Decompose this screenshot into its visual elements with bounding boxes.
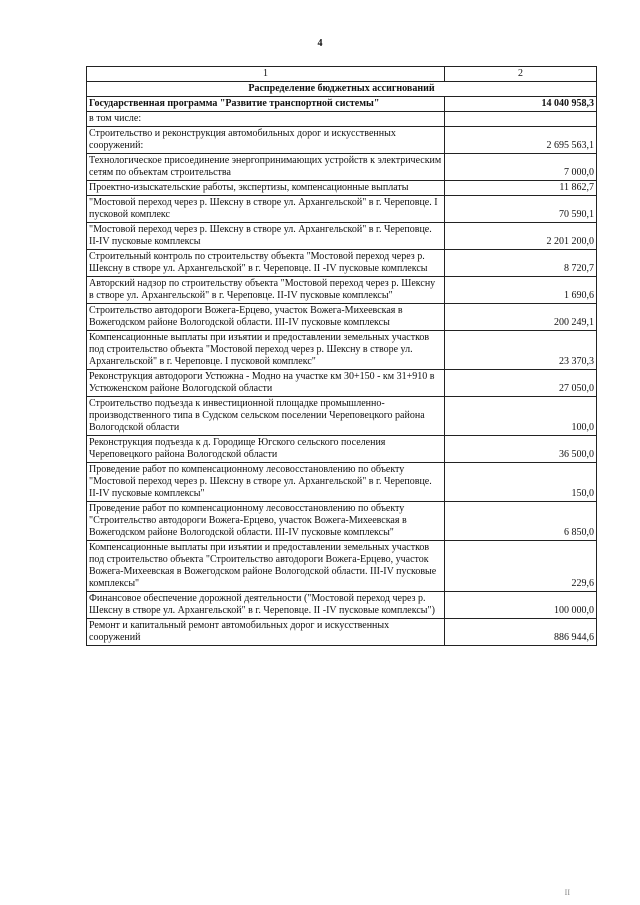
program-row bbox=[87, 97, 597, 112]
row-label: "Мостовой переход через р. Шексну в створе ул. Архангельской" в г. Череповце. II-IV пусковые комплексы bbox=[87, 223, 445, 250]
row-label: Компенсационные выплаты при изъятии и предоставлении земельных участков под строительство объекта "Мостовой переход через р. Шексну в створе ул. Архангельской" в г. Череповце. I пусковой комплекс" bbox=[87, 331, 445, 370]
table-row bbox=[87, 436, 597, 463]
row-label: Технологическое присоединение энергопринимающих устройств к электрическим сетям по объектам строительства bbox=[87, 154, 445, 181]
row-value: 150,0 bbox=[445, 463, 597, 502]
row-value: 6 850,0 bbox=[445, 502, 597, 541]
row-value: 11 862,7 bbox=[445, 181, 597, 196]
row-value: 70 590,1 bbox=[445, 196, 597, 223]
row-label: Строительство и реконструкция автомобильных дорог и искусственных сооружений: bbox=[87, 127, 445, 154]
table-row bbox=[87, 196, 597, 223]
row-value: 36 500,0 bbox=[445, 436, 597, 463]
table-row bbox=[87, 304, 597, 331]
table-row bbox=[87, 502, 597, 541]
table-row bbox=[87, 127, 597, 154]
table-row bbox=[87, 592, 597, 619]
row-label: Строительство автодороги Вожега-Ерцево, участок Вожега-Михеевская в Вожегодском районе Вологодской области. III-IV пусковые комплексы bbox=[87, 304, 445, 331]
row-value: 8 720,7 bbox=[445, 250, 597, 277]
table-row bbox=[87, 397, 597, 436]
table-row bbox=[87, 619, 597, 646]
row-value: 23 370,3 bbox=[445, 331, 597, 370]
row-value: 200 249,1 bbox=[445, 304, 597, 331]
row-value: 1 690,6 bbox=[445, 277, 597, 304]
row-value: 2 695 563,1 bbox=[445, 127, 597, 154]
row-value: 100,0 bbox=[445, 397, 597, 436]
including-row bbox=[87, 112, 597, 127]
row-value: 886 944,6 bbox=[445, 619, 597, 646]
row-label: Реконструкция подъезда к д. Городище Югского сельского поселения Череповецкого района Вологодской области bbox=[87, 436, 445, 463]
row-label: Проектно-изыскательские работы, экспертизы, компенсационные выплаты bbox=[87, 181, 445, 196]
row-value: 100 000,0 bbox=[445, 592, 597, 619]
row-value: 7 000,0 bbox=[445, 154, 597, 181]
row-label: "Мостовой переход через р. Шексну в створе ул. Архангельской" в г. Череповце. I пусковой комплекс bbox=[87, 196, 445, 223]
row-label: Строительный контроль по строительству объекта "Мостовой переход через р. Шексну в створе ул. Архангельской" в г. Череповце. II -IV пусковые комплексы bbox=[87, 250, 445, 277]
including-label: в том числе: bbox=[87, 112, 445, 127]
row-value: 2 201 200,0 bbox=[445, 223, 597, 250]
page-number: 4 bbox=[317, 38, 323, 49]
section-title: Распределение бюджетных ассигнований bbox=[87, 82, 597, 97]
column-header-row bbox=[87, 67, 597, 82]
row-label: Ремонт и капитальный ремонт автомобильных дорог и искусственных сооружений bbox=[87, 619, 445, 646]
including-value-empty bbox=[445, 112, 597, 127]
row-label: Проведение работ по компенсационному лесовосстановлению по объекту "Мостовой переход через р. Шексну в створе ул. Архангельской" в г. Череповце. II-IV пусковые комплексы" bbox=[87, 463, 445, 502]
table-row bbox=[87, 223, 597, 250]
corner-mark: II bbox=[564, 888, 570, 897]
row-label: Проведение работ по компенсационному лесовосстановлению по объекту "Строительство автодороги Вожега-Ерцево, участок Вожега-Михеевская в Вожегодском районе Вологодской области. III-IV пусковые комплексы" bbox=[87, 502, 445, 541]
table-row bbox=[87, 154, 597, 181]
table-row bbox=[87, 250, 597, 277]
column-header-2: 2 bbox=[445, 67, 597, 82]
table-row bbox=[87, 463, 597, 502]
section-title-row bbox=[87, 82, 597, 97]
row-label: Авторский надзор по строительству объекта "Мостовой переход через р. Шексну в створе ул. Архангельской" в г. Череповце. II-IV пусковые комплексы" bbox=[87, 277, 445, 304]
column-header-1: 1 bbox=[87, 67, 445, 82]
row-label: Строительство подъезда к инвестиционной площадке промышленно-производственного типа в Судском сельском поселении Череповецкого района Вологодской области bbox=[87, 397, 445, 436]
table-row bbox=[87, 181, 597, 196]
row-value: 229,6 bbox=[445, 541, 597, 592]
row-label: Компенсационные выплаты при изъятии и предоставлении земельных участков под строительство объекта "Строительство автодороги Вожега-Ерцево, участок Вожега-Михеевская в Вожегодском районе Вологодской области. III-IV пусковые комплексы" bbox=[87, 541, 445, 592]
table-row bbox=[87, 277, 597, 304]
table-row bbox=[87, 541, 597, 592]
program-label: Государственная программа "Развитие транспортной системы" bbox=[87, 97, 445, 112]
row-label: Реконструкция автодороги Устюжна - Модно на участке км 30+150 - км 31+910 в Устюженском районе Вологодской области bbox=[87, 370, 445, 397]
program-value: 14 040 958,3 bbox=[445, 97, 597, 112]
budget-table bbox=[86, 66, 597, 646]
table-row bbox=[87, 331, 597, 370]
row-value: 27 050,0 bbox=[445, 370, 597, 397]
table-row bbox=[87, 370, 597, 397]
row-label: Финансовое обеспечение дорожной деятельности ("Мостовой переход через р. Шексну в створе ул. Архангельской" в г. Череповце. II -IV пусковые комплексы") bbox=[87, 592, 445, 619]
